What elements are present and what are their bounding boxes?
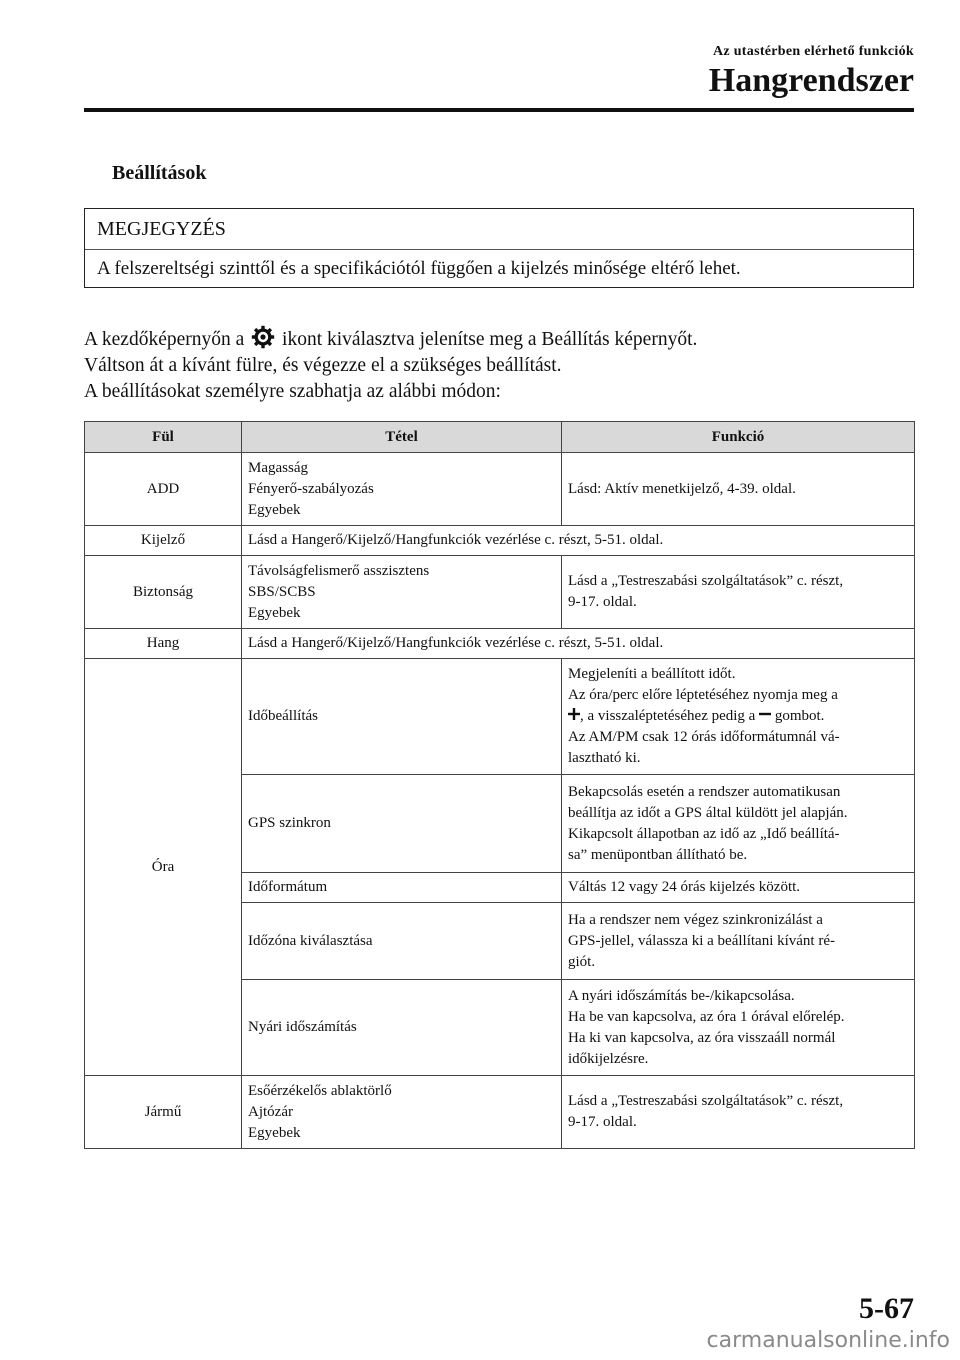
function-text: gombot. <box>774 708 825 724</box>
item-line: Magasság <box>248 459 308 476</box>
header-subtitle: Az utastérben elérhető funkciók <box>713 44 914 59</box>
tab-cell: ADD <box>85 453 242 526</box>
item-line: Fényerő-szabályozás <box>248 480 374 497</box>
item-line: Egyebek <box>248 1124 301 1141</box>
table-row <box>85 629 915 659</box>
header-divider <box>84 108 914 112</box>
function-cell <box>562 659 915 775</box>
function-line <box>568 706 908 727</box>
function-line: A nyári időszámítás be-/kikapcsolása. <box>568 987 795 1004</box>
item-cell: Időformátum <box>242 873 562 903</box>
intro-line-1-start: A kezdőképernyőn a <box>84 329 245 350</box>
function-line: Az óra/perc előre léptetéséhez nyomja meg a <box>568 687 838 703</box>
table-row <box>85 556 915 629</box>
item-cell <box>242 1076 562 1149</box>
function-line: Lásd a „Testreszabási szolgáltatások” c. részt, <box>568 1093 844 1109</box>
function-line: Lásd a „Testreszabási szolgáltatások” c. részt, <box>568 573 844 589</box>
tab-cell: Óra <box>85 659 242 1076</box>
table-row <box>85 1076 915 1149</box>
item-line: Esőérzékelős ablaktörlő <box>248 1082 392 1099</box>
function-cell <box>562 1076 915 1149</box>
tab-cell: Jármű <box>85 1076 242 1149</box>
function-line: 9-17. oldal. <box>568 1114 637 1130</box>
item-line: Egyebek <box>248 501 301 518</box>
section-title: Beállítások <box>112 162 207 184</box>
function-cell <box>562 903 915 980</box>
function-line: 9-17. oldal. <box>568 594 637 610</box>
plus-icon <box>568 708 580 720</box>
function-line: GPS-jellel, válassza ki a beállítani kívánt ré- <box>568 932 835 949</box>
item-line: Ajtózár <box>248 1103 293 1120</box>
intro-line-1-end: ikont kiválasztva jelenítse meg a Beállítás képernyőt. <box>282 329 698 350</box>
header-title: Hangrendszer <box>708 62 914 99</box>
intro-paragraph <box>84 325 697 405</box>
tab-cell: Kijelző <box>85 526 242 556</box>
note-heading: MEGJEGYZÉS <box>85 209 913 250</box>
function-line: beállítja az időt a GPS által küldött jel alapján. <box>568 804 848 821</box>
item-cell: Lásd a Hangerő/Kijelző/Hangfunkciók vezérlése c. részt, 5-51. oldal. <box>242 629 915 659</box>
item-cell <box>242 453 562 526</box>
column-header-item: Tétel <box>242 422 562 453</box>
settings-table <box>84 421 915 1149</box>
table-header-row <box>85 422 915 453</box>
note-box <box>84 208 914 288</box>
item-cell: Időzóna kiválasztása <box>242 903 562 980</box>
function-cell: Lásd: Aktív menetkijelző, 4-39. oldal. <box>562 453 915 526</box>
note-text: A felszereltségi szinttől és a specifikációtól függően a kijelzés minősége eltérő lehet. <box>97 258 741 279</box>
intro-line-2: Váltson át a kívánt fülre, és végezze el a szükséges beállítást. <box>84 355 562 376</box>
function-line: időkijelzésre. <box>568 1050 649 1067</box>
page-number: 5-67 <box>859 1292 914 1325</box>
item-cell: Lásd a Hangerő/Kijelző/Hangfunkciók vezérlése c. részt, 5-51. oldal. <box>242 526 915 556</box>
table-row <box>85 659 915 775</box>
gear-icon <box>251 325 275 349</box>
function-cell <box>562 775 915 873</box>
function-cell <box>562 980 915 1076</box>
watermark: carmanualsonline.info <box>706 1328 950 1353</box>
function-line: Kikapcsolt állapotban az idő az „Idő beállítá- <box>568 825 840 842</box>
function-line: Ha be van kapcsolva, az óra 1 órával előrelép. <box>568 1008 845 1025</box>
tab-cell: Hang <box>85 629 242 659</box>
item-line: Egyebek <box>248 604 301 621</box>
function-line: sa” menüpontban állítható be. <box>568 846 748 863</box>
table-row <box>85 453 915 526</box>
function-line: lasztható ki. <box>568 750 641 766</box>
column-header-tab: Fül <box>85 422 242 453</box>
function-cell: Váltás 12 vagy 24 órás kijelzés között. <box>562 873 915 903</box>
item-cell: Nyári időszámítás <box>242 980 562 1076</box>
function-line: Ha ki van kapcsolva, az óra visszaáll normál <box>568 1029 836 1046</box>
function-line: Az AM/PM csak 12 órás időformátumnál vá- <box>568 729 840 745</box>
function-line: Bekapcsolás esetén a rendszer automatikusan <box>568 783 841 800</box>
minus-icon <box>759 708 771 720</box>
item-line: SBS/SCBS <box>248 583 316 600</box>
function-line: Megjeleníti a beállított időt. <box>568 666 736 682</box>
function-cell <box>562 556 915 629</box>
table-row <box>85 526 915 556</box>
intro-line-3: A beállításokat személyre szabhatja az alábbi módon: <box>84 381 501 402</box>
function-text: , a visszaléptetéséhez pedig a <box>580 708 756 724</box>
function-line: giót. <box>568 953 596 970</box>
column-header-function: Funkció <box>562 422 915 453</box>
item-cell <box>242 556 562 629</box>
tab-cell: Biztonság <box>85 556 242 629</box>
item-line: Távolságfelismerő asszisztens <box>248 562 430 579</box>
item-cell: GPS szinkron <box>242 775 562 873</box>
intro-line-1 <box>84 325 697 353</box>
function-line: Ha a rendszer nem végez szinkronizálást a <box>568 911 823 928</box>
item-cell: Időbeállítás <box>242 659 562 775</box>
